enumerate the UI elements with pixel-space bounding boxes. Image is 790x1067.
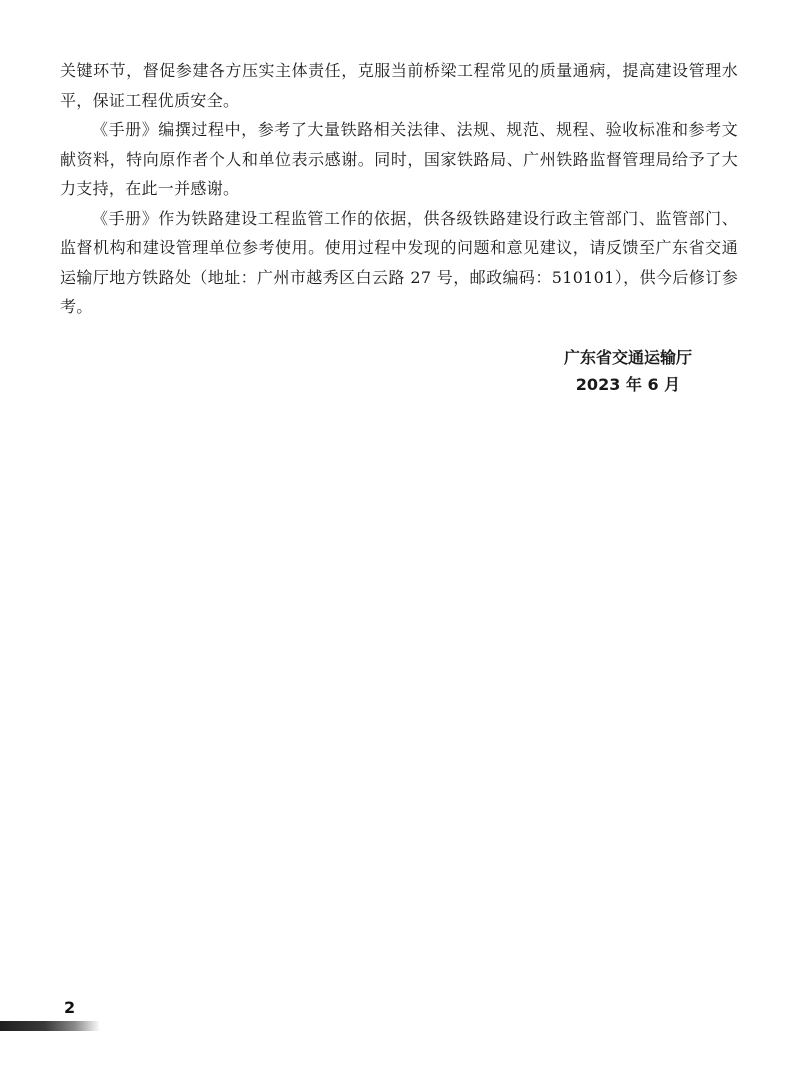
paragraph-1: 关键环节，督促参建各方压实主体责任，克服当前桥梁工程常见的质量通病，提高建设管理水平，保证工程优质安全。 [60, 61, 738, 110]
body-text [60, 56, 738, 322]
page-number: 2 [64, 998, 76, 1017]
footer-decorative-bar [0, 1021, 100, 1031]
paragraph-3: 《手册》作为铁路建设工程监管工作的依据，供各级铁路建设行政主管部门、监管部门、监督机构和建设管理单位参考使用。使用过程中发现的问题和意见建议，请反馈至广东省交通运输厅地方铁路处（地址：广州市越秀区白云路 27 号，邮政编码：510101），供今后修订参考。 [60, 208, 738, 316]
paragraph-2: 《手册》编撰过程中，参考了大量铁路相关法律、法规、规范、规程、验收标准和参考文献资料，特向原作者个人和单位表示感谢。同时，国家铁路局、广州铁路监督管理局给予了大力支持，在此一并感谢。 [60, 120, 738, 198]
signature-date: 2023 年 6 月 [575, 375, 681, 394]
signature-organization: 广东省交通运输厅 [563, 348, 692, 367]
signature-block [564, 344, 692, 398]
